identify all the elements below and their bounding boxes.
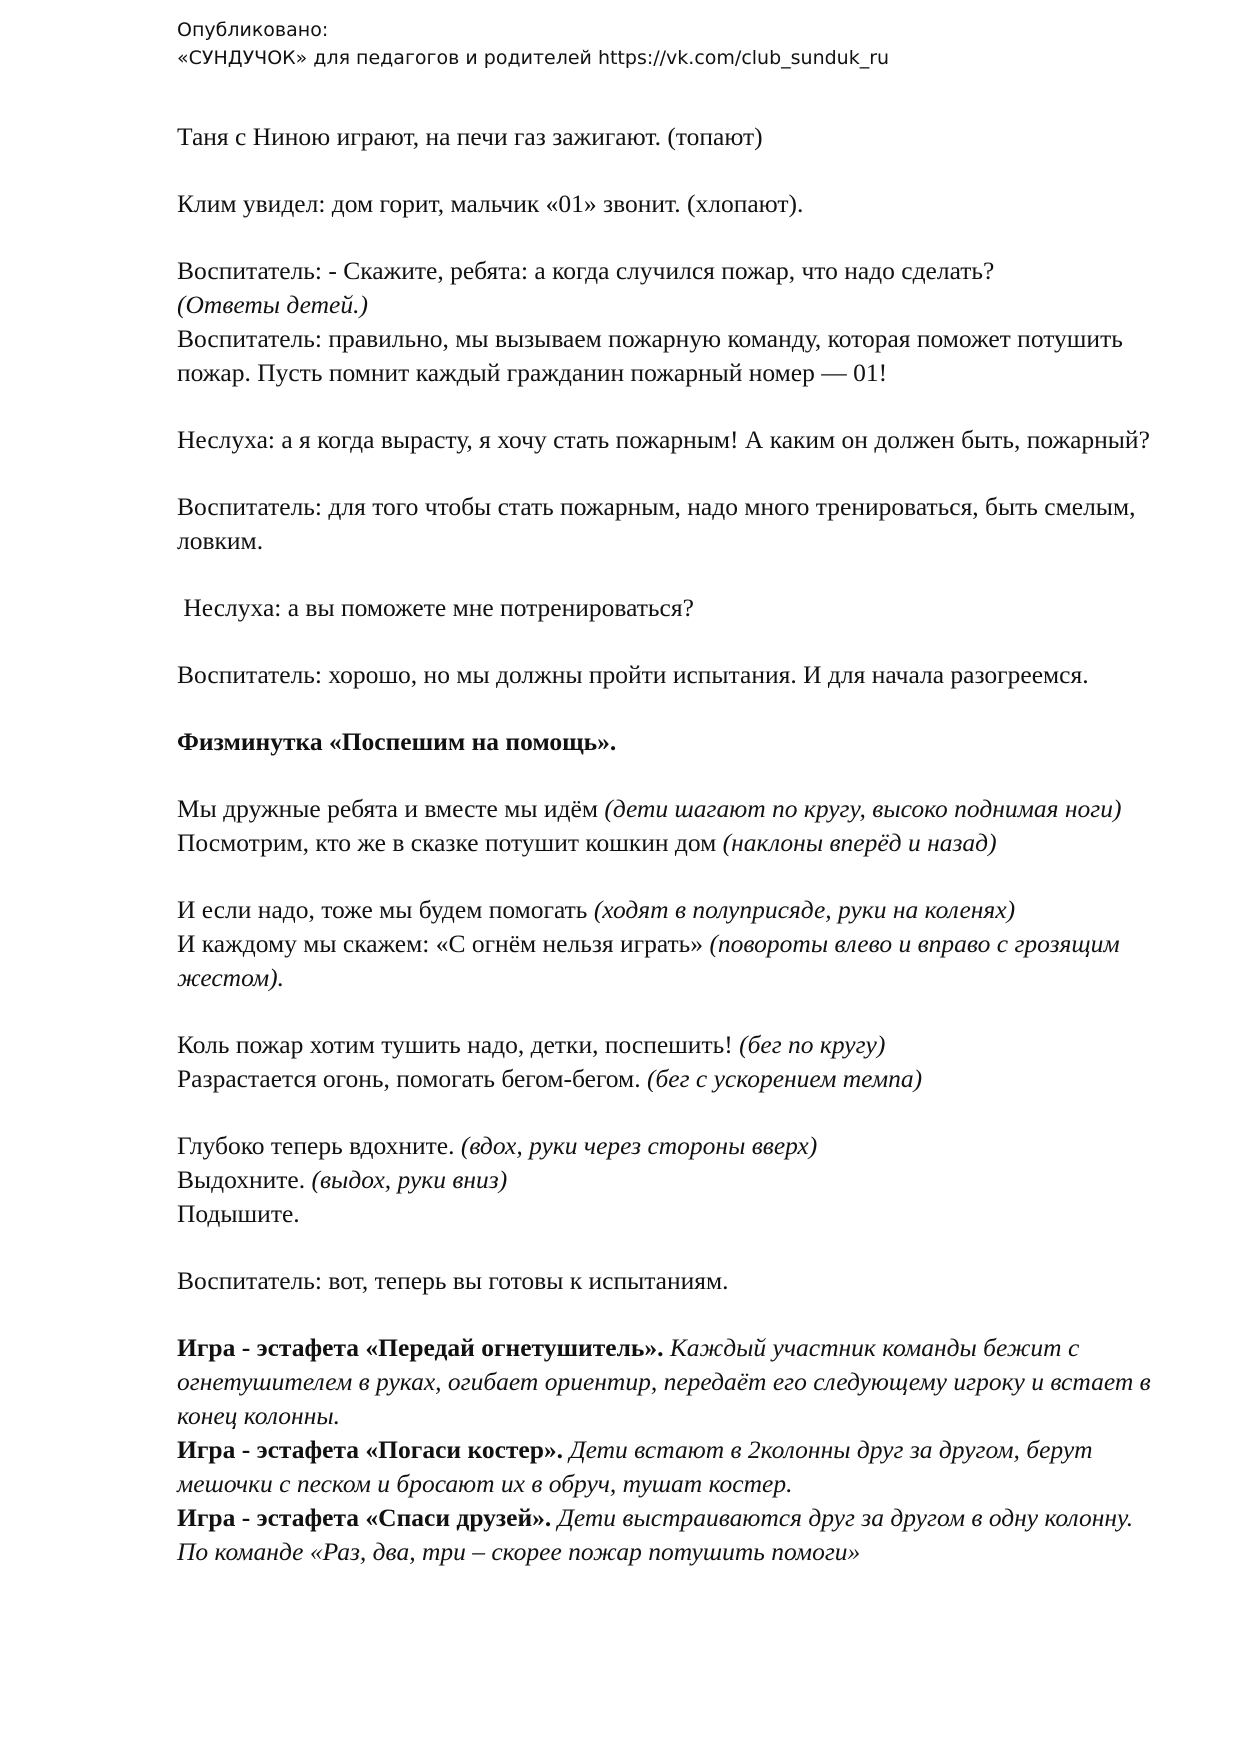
verse-text: Посмотрим, кто же в сказке потушит кошкин дом	[177, 828, 723, 857]
stage-direction: (вдох, руки через стороны вверх)	[460, 1131, 818, 1160]
verse-text: Выдохните.	[177, 1165, 312, 1194]
document-body	[177, 120, 1167, 1569]
game-relay-3	[177, 1501, 1167, 1569]
verse-line-8	[177, 1163, 1167, 1197]
verse-text: Разрастается огонь, помогать бегом-бегом.	[177, 1064, 647, 1093]
paragraph-8: Неслуха: а вы поможете мне потренироваться?	[177, 593, 694, 622]
stage-direction: (дети шагают по кругу, высоко поднимая ноги)	[604, 794, 1122, 823]
paragraph-1: Таня с Ниною играют, на печи газ зажигают. (топают)	[177, 122, 763, 151]
verse-line-5	[177, 1028, 1167, 1062]
verse-text: Мы дружные ребята и вместе мы идём	[177, 794, 605, 823]
game-description: Дети встают в 2колонны друг за другом, берут мешочки с песком и бросают их в обруч, тушат костер.	[177, 1435, 1093, 1498]
paragraph-20: Воспитатель: вот, теперь вы готовы к испытаниям.	[177, 1266, 729, 1295]
verse-line-6	[177, 1062, 1167, 1096]
stage-direction: (наклоны вперёд и назад)	[722, 828, 997, 857]
paragraph-9: Воспитатель: хорошо, но мы должны пройти испытания. И для начала разогреемся.	[177, 660, 1089, 689]
children-answers-note: (Ответы детей.)	[177, 290, 368, 319]
verse-text: И каждому мы скажем: «С огнём нельзя играть»	[177, 929, 710, 958]
stage-direction: (бег по кругу)	[739, 1030, 886, 1059]
paragraph-2: Клим увидел: дом горит, мальчик «01» звонит. (хлопают).	[177, 189, 804, 218]
paragraph-3: Воспитатель: - Скажите, ребята: а когда случился пожар, что надо сделать?	[177, 256, 995, 285]
paragraph-7: Воспитатель: для того чтобы стать пожарным, надо много тренироваться, быть смелым, ловким.	[177, 492, 1136, 555]
verse-line-7	[177, 1129, 1167, 1163]
verse-line-4	[177, 927, 1167, 995]
verse-line-3	[177, 893, 1167, 927]
publication-header	[177, 16, 1177, 72]
stage-direction: (бег с ускорением темпа)	[646, 1064, 923, 1093]
game-description: Дети выстраиваются друг за другом в одну колонну. По команде «Раз, два, три – скорее пожар потушить помоги»	[177, 1503, 1134, 1566]
stage-direction: (выдох, руки вниз)	[311, 1165, 508, 1194]
game-relay-1	[177, 1331, 1167, 1433]
verse-text: И если надо, тоже мы будем помогать	[177, 895, 594, 924]
game-relay-2	[177, 1433, 1167, 1501]
paragraph-6: Неслуха: а я когда вырасту, я хочу стать пожарным! А каким он должен быть, пожарный?	[177, 425, 1150, 454]
verse-text: Коль пожар хотим тушить надо, детки, поспешить!	[177, 1030, 740, 1059]
header-published-label: Опубликовано:	[177, 19, 329, 41]
verse-line-2	[177, 826, 1167, 860]
game-description: Каждый участник команды бежит с огнетушителем в руках, огибает ориентир, передаёт его следующему игроку и встает в конец колонны.	[177, 1333, 1151, 1430]
verse-line-1	[177, 792, 1167, 826]
game-title: Игра - эстафета «Погаси костер».	[177, 1435, 564, 1464]
stage-direction: (повороты влево и вправо с грозящим жестом).	[177, 929, 1120, 992]
game-title: Игра - эстафета «Передай огнетушитель».	[177, 1333, 664, 1362]
game-title: Игра - эстафета «Спаси друзей».	[177, 1503, 552, 1532]
verse-text: Глубоко теперь вдохните.	[177, 1131, 461, 1160]
section-heading-fizminutka: Физминутка «Поспешим на помощь».	[177, 727, 617, 756]
paragraph-5: Воспитатель: правильно, мы вызываем пожарную команду, которая поможет потушить пожар. Пусть помнит каждый гражданин пожарный номер — 01!	[177, 324, 1123, 387]
stage-direction: (ходят в полуприсяде, руки на коленях)	[593, 895, 1016, 924]
header-source-line: «СУНДУЧОК» для педагогов и родителей https://vk.com/club_sunduk_ru	[177, 47, 890, 69]
verse-line-9: Подышите.	[177, 1199, 300, 1228]
